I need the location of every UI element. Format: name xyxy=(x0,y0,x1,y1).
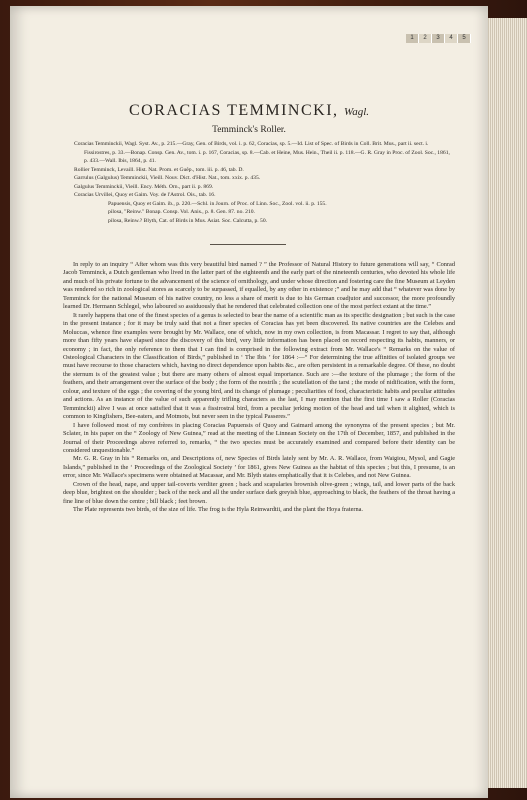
ruler-mark: 5 xyxy=(458,34,471,43)
synonym-entry: pilosa, Reinw.? Blyth, Cat. of Birds in Mus. Asiat. Soc. Calcutta, p. 50. xyxy=(108,217,268,224)
paragraph: Mr. G. R. Gray in his “ Remarks on, and Descriptions of, new Species of Birds lately sent by Mr. A. R. Wallace, from Waigiou, Mysol, and Gagie Islands,” published in the ‘ Proceedings of the Zoological Society ’ for 1861, gives New Guinea as the habitat of this species ; but this, I presume, is an error, since Mr. Wallace's specimens were obtained at Macassar, and Mr. Blyth states emphatically that it is Celebes, and not New Guinea. xyxy=(63,455,455,480)
title-author: Wagl. xyxy=(344,106,370,118)
page-subtitle: Temminck's Roller. xyxy=(212,125,286,135)
synonym-entry: Coracias Urvillei, Quoy et Gaim. Voy. de l'Astrol. Ois., tab. 16. xyxy=(74,192,216,198)
paragraph: Crown of the head, nape, and upper tail-coverts verditer green ; back and scapularies brownish olive-green ; wings, tail, and lower parts of the back deep blue, brightest on the shoulder ; back of the neck and all the under surface dark greyish blue, approaching to black, the feathers of the throat having a fine line of blue down the centre ; bill black ; feet brown. xyxy=(63,480,455,505)
ruler-mark: 2 xyxy=(419,34,432,43)
page-title xyxy=(10,102,488,120)
synonym-entry: Papuensis, Quoy et Gaim. ib., p. 220.—Schl. in Journ. of Proc. of Linn. Soc., Zool. vol. ii. p. 155. xyxy=(108,200,327,207)
title-main: CORACIAS TEMMINCKI, xyxy=(128,102,339,119)
ruler-mark: 4 xyxy=(445,34,458,43)
section-divider xyxy=(210,244,286,245)
paragraph: I have followed most of my confrères in placing Coracias Papuensis of Quoy and Gaimard among the synonyms of the present species ; but Mr. Sclater, in his paper on the “ Zoology of New Guinea,” read at the meeting of the Linnean Society on the 17th of December, 1857, and published in the Journal of their Proceedings above referred to, remarks, “ the two species must be accurately examined and compared before their identity can be considered unquestionable.” xyxy=(63,421,455,454)
body-text xyxy=(63,261,455,515)
synonym-entry: Coracias Temminckii, Wagl. Syst. Av., p. 215.—Gray, Gen. of Birds, vol. i. p. 62, Coracias, sp. 5.—Id. List of Spec. of Birds in Coll. Brit. Mus., part ii. sect. i. Fissirostres, p. 33.—Bonap. Consp. Gen. Av., tom. i. p. 167, Coracias, sp. 8.—Cab. et Heine, Mus. Hein., Theil ii. p. 118.—G. R. Gray in Proc. of Zool. Soc., 1861, p. 433.—Wall. Ibis, 1864, p. 41. xyxy=(74,141,450,164)
paragraph: The Plate represents two birds, of the size of life. The frog is the Hyla Reinwardtii, and the plant the Hoya fraterna. xyxy=(73,506,363,514)
synonym-entry: Garrulus (Galgulus) Temminckii, Vieill. Nouv. Dict. d'Hist. Nat., tom. xxix. p. 435. xyxy=(74,175,261,181)
paragraph: In reply to an inquiry “ After whom was this very beautiful bird named ? ” the Professor of Natural History to future generations will say, “ Conrad Jacob Temminck, a Dutch gentleman who lived in the latter part of the eighteenth and the early part of the nineteenth centuries, who devoted his whole life and much of his private fortune to the advancement of the science of ornithology, and under whose direction and fostering care the fine Museum at Leyden was rendered so rich in zoological stores as scarcely to be surpassed, if equalled, by any other in existence ;” and he may add that “ whatever was done by Temminck for the national Museum of his native country, no less a share of merit is due to his German coadjutor and successor, the more profoundly learned Dr. Hermann Schlegel, who laboured so assiduously that he rendered that celebrated collection one of the most perfect extant at the time.” xyxy=(63,261,455,311)
ruler-mark: 1 xyxy=(406,34,419,43)
color-scale-ruler xyxy=(406,34,471,43)
ruler-mark: 3 xyxy=(432,34,445,43)
synonymy-list xyxy=(74,140,450,225)
paragraph: It rarely happens that one of the finest species of a genus is selected to bear the name of a scientific man as its specific designation ; but such is the case in the present instance ; for it may be truly said that not a finer species of Coracias has yet been discovered. Its native countries are the Celebes and Moluccas, whence fine examples were brought by Mr. Wallace, one of which, now in my own collection, is from Macassar. I regret to say that, although more than fifty years have elapsed since the discovery of this bird, very little information has been placed on record respecting its habits, manners, or economy ; in fact, the only reference to them that I can find is comprised in the following extract from Mr. Wallace's “ Remarks on the value of Osteological Characters in the Classification of Birds,” published in ‘ The Ibis ’ for 1864 :—“ For determining the true affinities of isolated groups we must have recourse to those characters which, having no direct dependence upon habits &c., are often persistent in a remarkable degree. Of these, no doubt the sternum is of the greatest value ; but there are many others of almost equal importance. Such are :—the texture of the plumage ; the form of the feathers, and their arrangement over the surface of the body ; the form of the nostrils ; the scutellation of the tarsi ; the mode of nidification, with the form, colour, and texture of the eggs ; the covering of the young bird, and its change of plumage ; peculiarities of food, characteristic habits and peculiar attitudes and actions. As an instance of the value of such apparently trifling characters as the last, I may mention that the first time I saw a Roller (Coracias Temminckii) alive I was at once satisfied that it was a fissirostral bird, from a peculiar jerking motion of the head and tail when it alighted, which is common to Kingfishers, Bee-eaters, and Motmots, but never seen in the typical Passeres.” xyxy=(63,311,455,421)
synonym-entry: Rollier Temminck, Levaill. Hist. Nat. Prom. et Guêp., tom. iii. p. 46, tab. D. xyxy=(74,166,244,173)
synonym-entry: Galgulus Temminckii, Vieill. Ency. Méth. Orn., part ii. p. 869. xyxy=(74,183,214,190)
page-edges xyxy=(486,18,527,788)
synonym-entry: pilosa, "Reinw." Bonap. Consp. Vol. Anis., p. 8. Gen. 87. no. 210. xyxy=(108,209,255,215)
